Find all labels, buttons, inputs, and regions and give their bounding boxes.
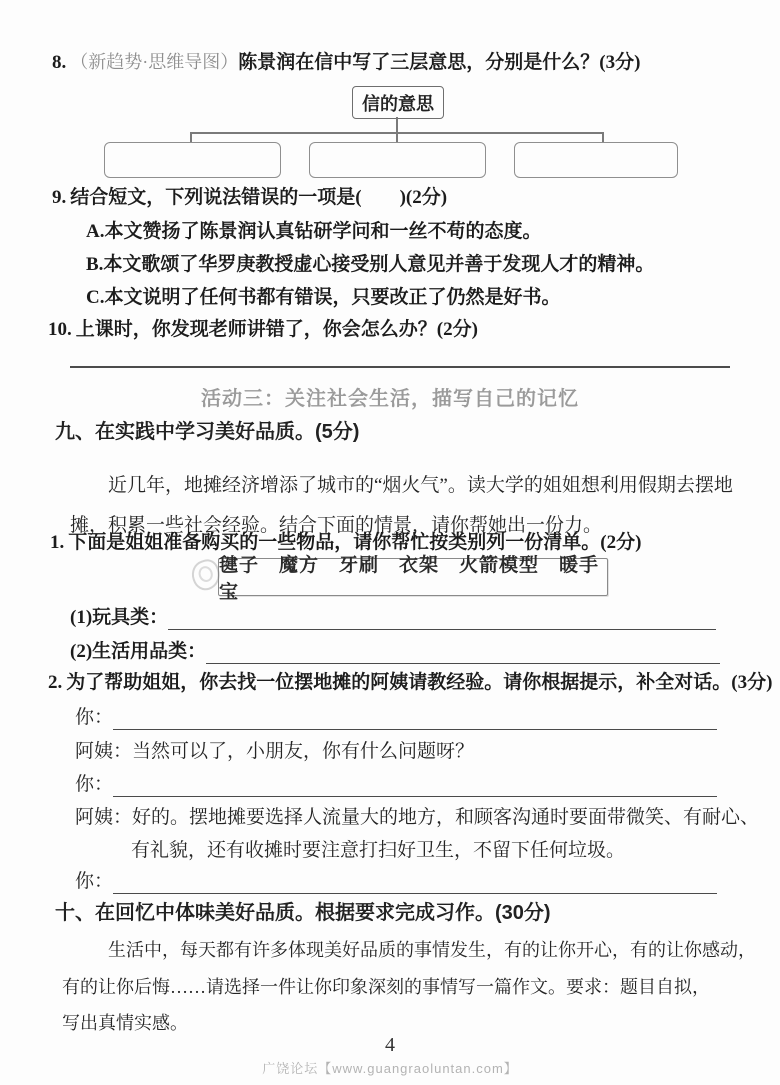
question-9-text: 结合短文，下列说法错误的一项是( )(2分) xyxy=(70,187,448,208)
diagram-root-node xyxy=(352,86,444,119)
diagram-root-label: 信的意思 xyxy=(362,93,434,114)
section-10-title: 十、在回忆中体味美好品质。根据要求完成习作。(30分) xyxy=(55,902,551,924)
question-8-text: 陈景润在信中写了三层意思，分别是什么？(3分) xyxy=(238,52,641,73)
sub-question-2-number: 2. xyxy=(48,672,63,693)
blank-toy-category-line xyxy=(168,607,716,630)
dialogue-aunt-2-line-1: 阿姨：好的。摆地摊要选择人流量大的地方，和顾客沟通时要面带微笑、有耐心、 xyxy=(75,807,760,828)
dialogue-aunt-1: 阿姨：当然可以了，小朋友，你有什么问题呀？ xyxy=(75,741,475,762)
dialogue-aunt-2-line-2: 有礼貌，还有收摊时要注意打扫好卫生，不留下任何垃圾。 xyxy=(131,840,626,861)
page-number: 4 xyxy=(385,1034,395,1056)
question-9 xyxy=(52,186,447,210)
blank-daily-category xyxy=(70,638,720,664)
watermark-text: 广饶论坛【www.guangraoluntan.com】 xyxy=(262,1061,518,1076)
question-10 xyxy=(48,318,478,342)
sub-question-1-number: 1. xyxy=(50,532,65,553)
essay-prompt-line-3: 写出真情实感。 xyxy=(62,1013,188,1033)
diagram-answer-box-3 xyxy=(514,142,678,178)
blank-daily-category-label: (2)生活用品类： xyxy=(70,641,207,662)
question-8-number: 8. xyxy=(52,52,67,73)
section-9-intro-line-2: 摊，积累一些社会经验。结合下面的情景，请你帮她出一份力。 xyxy=(70,515,603,536)
dialogue-you-label-3: 你： xyxy=(75,871,114,892)
blank-toy-category xyxy=(70,604,716,630)
sub-question-2 xyxy=(48,671,772,695)
blank-toy-category-label: (1)玩具类： xyxy=(70,607,169,628)
sub-question-2-text: 为了帮助姐姐，你去找一位摆地摊的阿姨请教经验。请你根据提示，补全对话。(3分) xyxy=(66,672,773,693)
diagram-connector-vertical xyxy=(396,117,398,133)
shopping-items-box xyxy=(218,555,608,603)
section-divider-rule xyxy=(70,366,730,368)
question-9-option-b: B.本文歌颂了华罗庚教授虚心接受别人意见并善于发现人才的精神。 xyxy=(86,254,655,275)
sub-question-1-text: 下面是姐姐准备购买的一些物品，请你帮忙按类别列一份清单。(2分) xyxy=(68,532,642,553)
essay-prompt-line-2: 有的让你后悔……请选择一件让你印象深刻的事情写一篇作文。要求：题目自拟， xyxy=(62,977,710,997)
question-9-option-c: C.本文说明了任何书都有错误，只要改正了仍然是好书。 xyxy=(86,287,561,308)
question-10-number: 10. xyxy=(48,319,72,340)
dialogue-you-line-1 xyxy=(113,707,717,730)
diagram-answer-box-2 xyxy=(309,142,486,178)
dialogue-you-blank-1 xyxy=(75,704,717,730)
question-9-number: 9. xyxy=(52,187,67,208)
diagram-answer-box-1 xyxy=(104,142,281,178)
dialogue-you-label-1: 你： xyxy=(75,707,114,728)
essay-prompt-line-1: 生活中，每天都有许多体现美好品质的事情发生，有的让你开心，有的让你感动， xyxy=(108,940,756,960)
dialogue-you-label-2: 你： xyxy=(75,774,114,795)
question-8 xyxy=(52,50,640,75)
dialogue-you-blank-2 xyxy=(75,771,717,797)
activity-3-header: 活动三：关注社会生活，描写自己的记忆 xyxy=(201,388,579,410)
dialogue-you-line-2 xyxy=(113,774,717,797)
dialogue-you-line-3 xyxy=(113,871,717,894)
section-9-intro-line-1: 近几年，地摊经济增添了城市的“烟火气”。读大学的姐姐想利用假期去摆地 xyxy=(108,475,733,496)
dialogue-you-blank-3 xyxy=(75,868,717,894)
question-8-tag: （新趋势·思维导图） xyxy=(70,52,239,72)
question-9-option-a: A.本文赞扬了陈景润认真钻研学问和一丝不苟的态度。 xyxy=(86,221,542,242)
question-10-text: 上课时，你发现老师讲错了，你会怎么办？(2分) xyxy=(75,319,478,340)
shopping-items-text: 毽子 魔方 牙刷 衣架 火箭模型 暖手宝 xyxy=(219,555,600,603)
section-9-title: 九、在实践中学习美好品质。(5分) xyxy=(55,421,360,443)
blank-daily-category-line xyxy=(206,641,720,664)
